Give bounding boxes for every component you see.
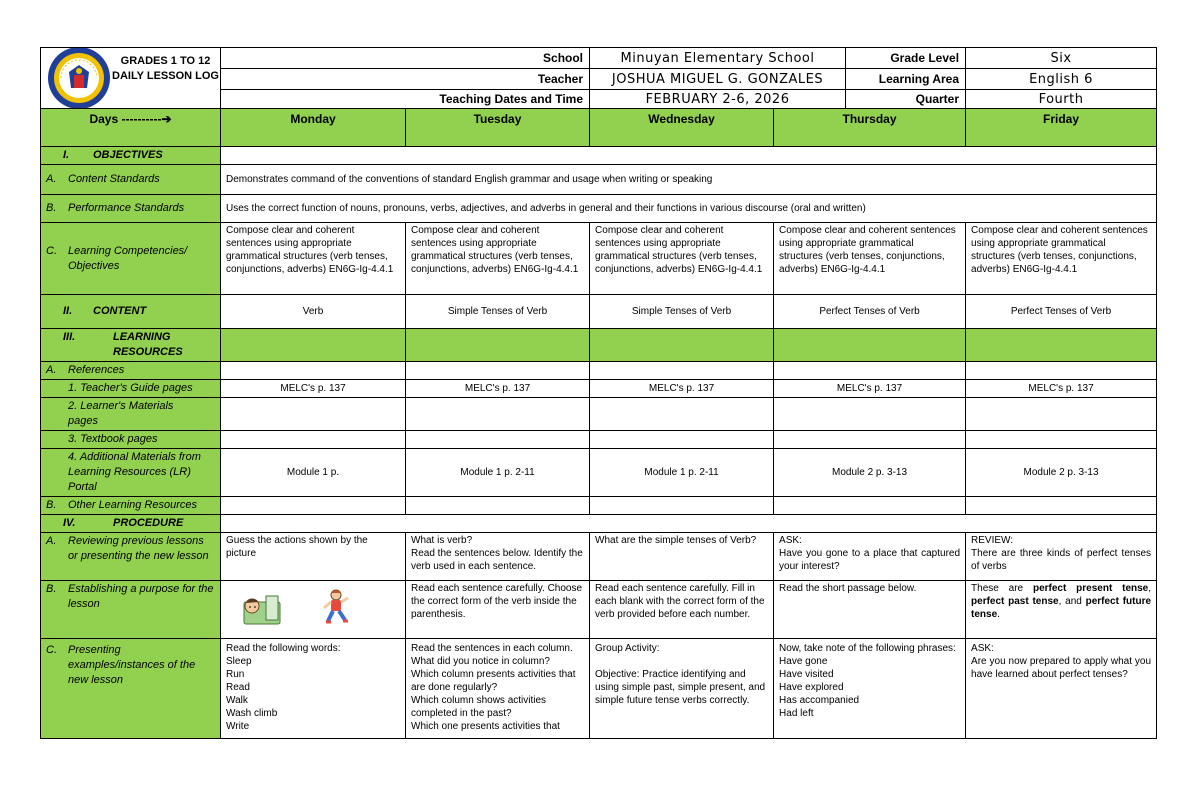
daily-lesson-log bbox=[40, 47, 1156, 739]
competency-friday: Compose clear and coherent sentences using appropriate grammatical structures (verb tenses, conjunctions, adverbs) EN6G-Ig-4.4.1 bbox=[966, 223, 1157, 295]
content-heading: II. CONTENT bbox=[41, 295, 221, 329]
presenting-label: C. Presenting examples/instances of the new lesson bbox=[41, 639, 221, 739]
tg-monday: MELC's p. 137 bbox=[221, 380, 406, 398]
competency-tuesday: Compose clear and coherent sentences using appropriate grammatical structures (verb tenses, conjunctions, adverbs) EN6G-Ig-4.4.1 bbox=[406, 223, 590, 295]
title-line1: GRADES 1 TO 12 bbox=[120, 55, 211, 67]
dates-label: Teaching Dates and Time bbox=[221, 90, 590, 109]
sleeping-child-icon bbox=[238, 592, 284, 626]
competencies-label: C. Learning Competencies/ Objectives bbox=[41, 223, 221, 295]
title-line2: DAILY LESSON LOG bbox=[112, 70, 219, 82]
presenting-row bbox=[41, 639, 1157, 739]
days-label: Days ----------➔ bbox=[41, 109, 221, 147]
additional-monday: Module 1 p. bbox=[221, 449, 406, 497]
reviewing-friday: REVIEW: There are three kinds of perfect tenses of verbs bbox=[966, 533, 1157, 581]
tg-wednesday: MELC's p. 137 bbox=[590, 380, 774, 398]
other-resources-label: B. Other Learning Resources bbox=[41, 497, 221, 515]
school-label: School bbox=[221, 48, 590, 69]
textbook-row bbox=[41, 431, 1157, 449]
learners-materials-label: 2. Learner's Materials pages bbox=[41, 398, 221, 431]
references-label: A. References bbox=[41, 362, 221, 380]
reviewing-tuesday: What is verb? Read the sentences below. Identify the verb used in each sentence. bbox=[406, 533, 590, 581]
running-child-icon bbox=[318, 588, 354, 626]
additional-wednesday: Module 1 p. 2-11 bbox=[590, 449, 774, 497]
resources-heading-row bbox=[41, 329, 1157, 362]
competency-thursday: Compose clear and coherent sentences using appropriate grammatical structures (verb tenses, conjunctions, adverbs) EN6G-Ig-4.4.1 bbox=[774, 223, 966, 295]
content-monday: Verb bbox=[221, 295, 406, 329]
textbook-label: 3. Textbook pages bbox=[41, 431, 221, 449]
additional-thursday: Module 2 p. 3-13 bbox=[774, 449, 966, 497]
purpose-row bbox=[41, 581, 1157, 639]
day-friday: Friday bbox=[966, 109, 1157, 147]
perfect-present-tense: perfect present tense bbox=[1032, 583, 1149, 594]
purpose-thursday: Read the short passage below. bbox=[774, 581, 966, 639]
quarter-value: Fourth bbox=[966, 90, 1157, 109]
presenting-tuesday: Read the sentences in each column. What did you notice in column? Which column presents activities that are done regularly? Which column shows activities completed in the past? Which one presents activities that bbox=[406, 639, 590, 739]
teachers-guide-row bbox=[41, 380, 1157, 398]
tg-thursday: MELC's p. 137 bbox=[774, 380, 966, 398]
procedure-heading-row bbox=[41, 515, 1157, 533]
resources-heading: III. LEARNING RESOURCES bbox=[41, 329, 221, 362]
area-label: Learning Area bbox=[846, 69, 966, 90]
performance-standards-text: Uses the correct function of nouns, pronouns, verbs, adjectives, and adverbs in general and their functions in various discourse (oral and written) bbox=[221, 195, 1157, 223]
perfect-future-tense: perfect future tense bbox=[971, 596, 1152, 620]
days-row bbox=[41, 109, 1157, 147]
purpose-tuesday: Read each sentence carefully. Choose the correct form of the verb inside the parenthesis. bbox=[406, 581, 590, 639]
tg-friday: MELC's p. 137 bbox=[966, 380, 1157, 398]
presenting-monday: Read the following words: Sleep Run Read Walk Wash climb Write bbox=[221, 639, 406, 739]
content-standards-text: Demonstrates command of the conventions of standard English grammar and usage when writing or speaking bbox=[221, 165, 1157, 195]
additional-materials-row bbox=[41, 449, 1157, 497]
deped-seal-icon bbox=[47, 48, 111, 109]
presenting-wednesday: Group Activity: Objective: Practice identifying and using simple past, simple present, and simple future tense verbs correctly. bbox=[590, 639, 774, 739]
perfect-past-tense: perfect past tense bbox=[971, 596, 1059, 607]
competency-monday: Compose clear and coherent sentences using appropriate grammatical structures (verb tenses, conjunctions, adverbs) EN6G-Ig-4.4.1 bbox=[221, 223, 406, 295]
lesson-log-table bbox=[40, 47, 1157, 739]
learners-materials-row bbox=[41, 398, 1157, 431]
presenting-thursday: Now, take note of the following phrases: Have gone Have visited Have explored Has accompanied Had left bbox=[774, 639, 966, 739]
reviewing-wednesday: What are the simple tenses of Verb? bbox=[590, 533, 774, 581]
day-thursday: Thursday bbox=[774, 109, 966, 147]
objectives-heading-row bbox=[41, 147, 1157, 165]
purpose-monday-pictures bbox=[221, 581, 406, 639]
day-monday: Monday bbox=[221, 109, 406, 147]
grade-value: Six bbox=[966, 48, 1157, 69]
purpose-wednesday: Read each sentence carefully. Fill in each blank with the correct form of the verb provided before each number. bbox=[590, 581, 774, 639]
school-value: Minuyan Elementary School bbox=[590, 48, 846, 69]
performance-standards-row bbox=[41, 195, 1157, 223]
content-tuesday: Simple Tenses of Verb bbox=[406, 295, 590, 329]
content-friday: Perfect Tenses of Verb bbox=[966, 295, 1157, 329]
reviewing-monday: Guess the actions shown by the picture bbox=[221, 533, 406, 581]
performance-standards-label: B. Performance Standards bbox=[41, 195, 221, 223]
reviewing-thursday: ASK: Have you gone to a place that captured your interest? bbox=[774, 533, 966, 581]
purpose-friday: These are perfect present tense, perfect past tense, and perfect future tense. bbox=[966, 581, 1157, 639]
tg-tuesday: MELC's p. 137 bbox=[406, 380, 590, 398]
purpose-label: B. Establishing a purpose for the lesson bbox=[41, 581, 221, 639]
dates-value: FEBRUARY 2-6, 2026 bbox=[590, 90, 846, 109]
day-tuesday: Tuesday bbox=[406, 109, 590, 147]
grade-label: Grade Level bbox=[846, 48, 966, 69]
presenting-friday: ASK: Are you now prepared to apply what you have learned about perfect tenses? bbox=[966, 639, 1157, 739]
content-standards-row bbox=[41, 165, 1157, 195]
content-standards-label: A. Content Standards bbox=[41, 165, 221, 195]
additional-friday: Module 2 p. 3-13 bbox=[966, 449, 1157, 497]
day-wednesday: Wednesday bbox=[590, 109, 774, 147]
quarter-label: Quarter bbox=[846, 90, 966, 109]
procedure-heading: IV. PROCEDURE bbox=[41, 515, 221, 533]
objectives-heading: I. OBJECTIVES bbox=[41, 147, 221, 165]
additional-materials-label: 4. Additional Materials from Learning Resources (LR) Portal bbox=[41, 449, 221, 497]
content-thursday: Perfect Tenses of Verb bbox=[774, 295, 966, 329]
header-row-school bbox=[41, 48, 1157, 69]
references-row bbox=[41, 362, 1157, 380]
content-wednesday: Simple Tenses of Verb bbox=[590, 295, 774, 329]
competency-wednesday: Compose clear and coherent sentences using appropriate grammatical structures (verb tenses, conjunctions, adverbs) EN6G-Ig-4.4.1 bbox=[590, 223, 774, 295]
title-block bbox=[41, 48, 221, 109]
reviewing-label: A. Reviewing previous lessons or presenting the new lesson bbox=[41, 533, 221, 581]
additional-tuesday: Module 1 p. 2-11 bbox=[406, 449, 590, 497]
teacher-label: Teacher bbox=[221, 69, 590, 90]
content-row bbox=[41, 295, 1157, 329]
teacher-value: JOSHUA MIGUEL G. GONZALES bbox=[590, 69, 846, 90]
other-resources-row bbox=[41, 497, 1157, 515]
competencies-row bbox=[41, 223, 1157, 295]
area-value: English 6 bbox=[966, 69, 1157, 90]
reviewing-row bbox=[41, 533, 1157, 581]
teachers-guide-label: 1. Teacher's Guide pages bbox=[41, 380, 221, 398]
